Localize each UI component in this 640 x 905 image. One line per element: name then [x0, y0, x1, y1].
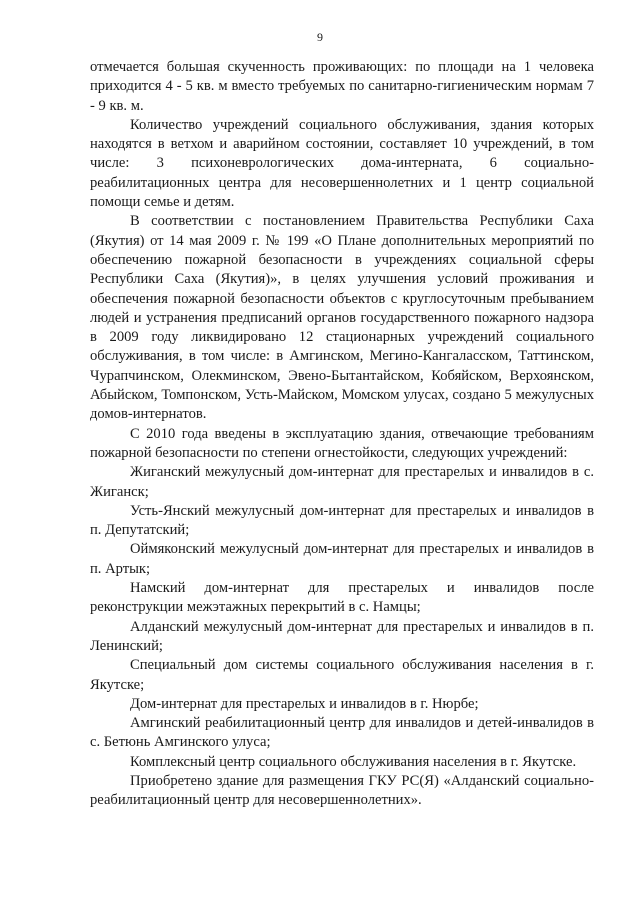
paragraph-commissioned-since-2010: С 2010 года введены в эксплуатацию здания, отвечающие требованиям пожарной безопасности по степени огнестойкости, следующих учреждений: [90, 425, 594, 461]
paragraph-aldan-building: Приобретено здание для размещения ГКУ РС(Я) «Алданский социально-реабилитационный центр для несовершеннолетних». [90, 772, 594, 809]
list-item-nyurba: Дом-интернат для престарелых и инвалидов в г. Нюрбе; [130, 695, 479, 712]
list-item-deputatsky: Усть-Янский межулусный дом-интернат для престарелых и инвалидов в п. Депутатский; [90, 502, 594, 539]
body-text [90, 58, 594, 811]
paragraph-dilapidated-institutions: Количество учреждений социального обслуживания, здания которых находятся в ветхом и аварийном состоянии, составляет 10 учреждений, в том числе: 3 психоневрологических дома-интерната, 6 социально-реабилитационных центра для несовершеннолетних и 1 центр социальной помощи семье и детям. [90, 116, 594, 211]
list-item-complex-center-yakutsk: Комплексный центр социального обслуживания населения в г. Якутске. [130, 753, 577, 770]
paragraph-government-resolution: В соответствии с постановлением Правительства Республики Саха (Якутия) от 14 мая 2009 г. № 199 «О Плане дополнительных мероприятий по обеспечению пожарной безопасности в учреждениях социальной сферы Республики Саха (Якутия)», в целях улучшения условий проживания и обеспечения пожарной безопасности объектов с круглосуточным пребыванием людей и устранения предписаний органов государственного пожарного надзора в 2009 году ликвидировано 12 стационарных учреждений социального обслуживания, в том числе: в Амгинском, Мегино-Кангаласском, Таттинском, Чурапчинском, Олекминском, Эвено-Бытантайском, Кобяйском, Верхоянском, Абыйском, Томпонском, Усть-Майском, Момском улусах, создано 5 межулусных домов-интернатов. [90, 213, 594, 423]
list-item-artyk: Оймяконский межулусный дом-интернат для престарелых и инвалидов в п. Артык; [90, 541, 594, 577]
list-item-leninsky: Алданский межулусный дом-интернат для престарелых и инвалидов в п. Ленинский; [90, 618, 594, 654]
list-item-special-house-yakutsk: Специальный дом системы социального обслуживания населения в г. Якутске; [90, 657, 594, 693]
list-item-zhigansk: Жиганский межулусный дом-интернат для престарелых и инвалидов в с. Жиганск; [90, 464, 594, 500]
page-number: 9 [317, 30, 323, 44]
list-item-betyun: Амгинский реабилитационный центр для инвалидов и детей-инвалидов в с. Бетюнь Амгинского улуса; [90, 715, 594, 751]
list-item-namtsy: Намский дом-интернат для престарелых и инвалидов после реконструкции межэтажных перекрытий в с. Намцы; [90, 580, 594, 616]
paragraph-overcrowding: отмечается большая скученность проживающих: по площади на 1 человека приходится 4 - 5 кв. м вместо требуемых по санитарно-гигиеническим нормам 7 - 9 кв. м. [90, 59, 594, 114]
